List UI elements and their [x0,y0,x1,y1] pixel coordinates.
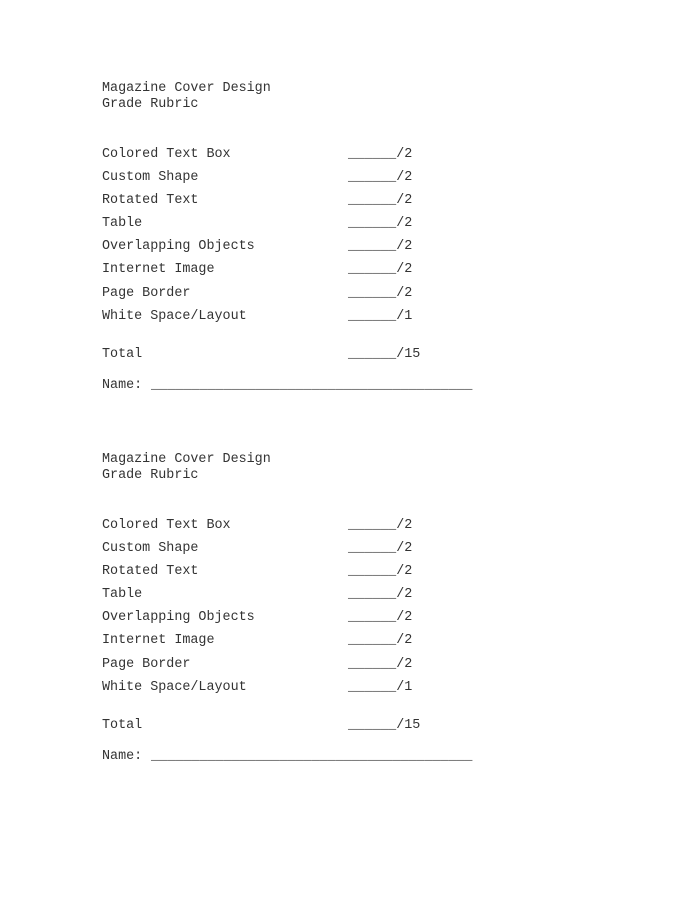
rubric-total-label: Total [102,718,143,734]
rubric-item [102,166,502,189]
rubric-item-score: ______/2 [348,564,413,580]
rubric-item [102,258,502,281]
rubric-block [102,452,502,768]
rubric-item [102,305,502,328]
rubric-subtitle: Grade Rubric [102,467,199,483]
rubric-item-label: Page Border [102,656,191,672]
rubric-item-score: ______/2 [348,262,413,278]
rubric-item [102,514,502,537]
rubric-name-line: ________________________________________ [151,748,473,764]
rubric-item-label: Internet Image [102,262,215,278]
rubric-item-label: Page Border [102,285,191,301]
rubric-item-label: Rotated Text [102,193,199,209]
rubric-name-row [102,374,502,397]
rubric-item [102,282,502,305]
rubric-item-score: ______/2 [348,285,413,301]
rubric-title: Magazine Cover Design [102,81,271,96]
rubric-item [102,583,502,606]
rubric-name-row [102,745,502,768]
rubric-item-score: ______/2 [348,239,413,255]
rubric-item-label: Overlapping Objects [102,239,255,255]
rubric-item [102,537,502,560]
rubric-item [102,235,502,258]
rubric-item-label: White Space/Layout [102,679,247,695]
rubric-item [102,676,502,699]
rubric-total-score: ______/15 [348,347,421,363]
rubric-item-score: ______/2 [348,170,413,186]
rubric-item-label: Custom Shape [102,541,199,557]
rubric-name-line: ________________________________________ [151,377,473,393]
rubric-name-label: Name: [102,377,143,393]
rubric-item [102,189,502,212]
rubric-item-label: Rotated Text [102,564,199,580]
rubric-total-row [102,343,502,366]
rubric-item-label: Colored Text Box [102,147,231,162]
rubric-item-score: ______/2 [348,587,413,603]
rubric-item-list [102,514,502,699]
rubric-item-label: Table [102,216,143,232]
rubric-item [102,606,502,629]
rubric-block [102,81,502,397]
rubric-item-label: White Space/Layout [102,308,247,324]
rubric-item-label: Internet Image [102,633,215,649]
rubric-item-label: Overlapping Objects [102,610,255,626]
rubric-item-score: ______/1 [348,308,413,324]
rubric-total-row [102,714,502,737]
rubric-item [102,560,502,583]
rubric-item-label: Colored Text Box [102,518,231,533]
rubric-item-list [102,143,502,328]
rubric-title: Magazine Cover Design [102,452,271,467]
rubric-item-score: ______/2 [348,216,413,232]
rubric-name-label: Name: [102,748,143,764]
rubric-item-score: ______/2 [348,541,413,557]
rubric-subtitle: Grade Rubric [102,96,199,112]
rubric-item-label: Custom Shape [102,170,199,186]
rubric-item-score: ______/2 [348,610,413,626]
rubric-item [102,653,502,676]
rubric-item-score: ______/2 [348,147,413,162]
rubric-item-score: ______/2 [348,193,413,209]
rubric-item [102,629,502,652]
rubric-item [102,143,502,166]
rubric-total-score: ______/15 [348,718,421,734]
rubric-total-label: Total [102,347,143,363]
rubric-item-score: ______/2 [348,656,413,672]
rubric-item-score: ______/2 [348,518,413,533]
rubric-item-label: Table [102,587,143,603]
rubric-item-score: ______/1 [348,679,413,695]
rubric-item [102,212,502,235]
rubric-item-score: ______/2 [348,633,413,649]
